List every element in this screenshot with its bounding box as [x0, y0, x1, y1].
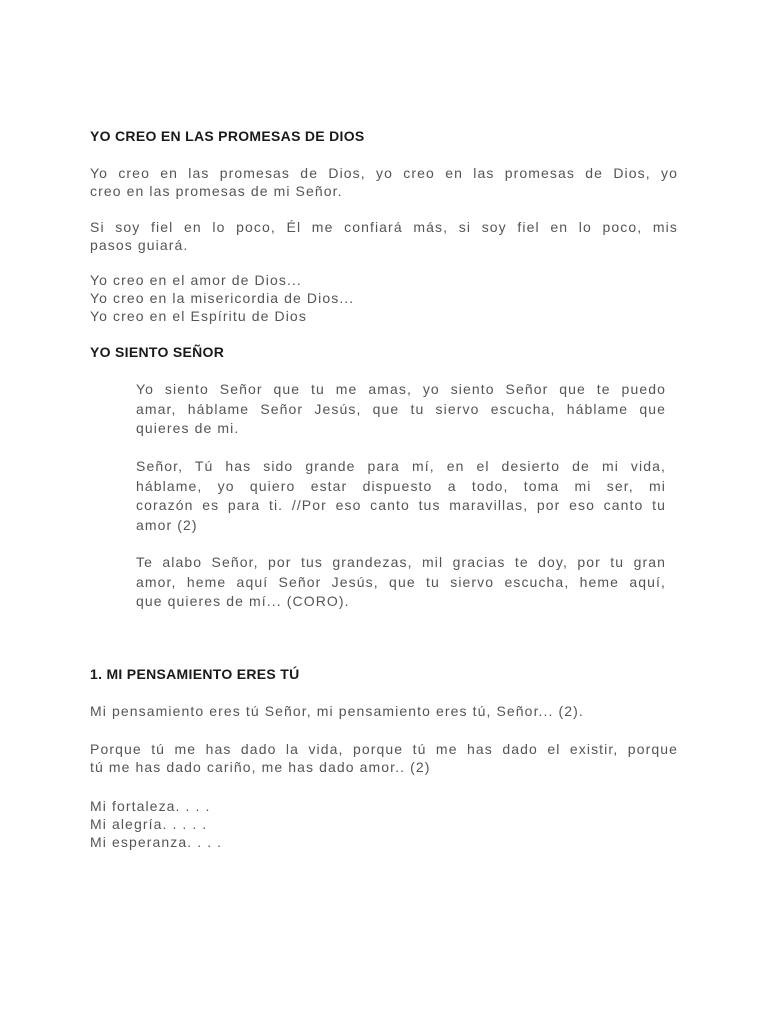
text-line: amor, heme aquí Señor Jesús, que tu siervo escucha, heme aquí,: [136, 573, 666, 590]
song-title-mi-pensamiento: 1. MI PENSAMIENTO ERES TÚ: [90, 666, 300, 682]
text-line: Si soy fiel en lo poco, Él me confiará más, si soy fiel en lo poco, mis: [90, 219, 678, 235]
paragraph-yo-creo-list: [90, 271, 678, 325]
text-line: Yo creo en las promesas de Dios, yo creo en las promesas de Dios, yo: [90, 165, 678, 181]
text-line: Yo creo en el Espíritu de Dios: [90, 308, 307, 324]
text-line: Yo siento Señor que tu me amas, yo siento Señor que te puedo: [136, 381, 666, 397]
paragraph-siento-3: [136, 553, 666, 612]
paragraph-mi-list: [90, 797, 678, 851]
text-line: Yo creo en la misericordia de Dios...: [90, 290, 355, 306]
text-line: corazón es para ti. //Por eso canto tus maravillas, por eso canto tu: [136, 497, 666, 513]
song-title-yo-siento: YO SIENTO SEÑOR: [90, 344, 225, 360]
text-line: Mi esperanza. . . .: [90, 834, 223, 850]
text-line: amor (2): [136, 516, 198, 533]
paragraph-siento-2: [136, 457, 666, 535]
text-line: amar, háblame Señor Jesús, que tu siervo escucha, háblame que: [136, 400, 666, 417]
song-title-yo-creo: YO CREO EN LAS PROMESAS DE DIOS: [90, 128, 365, 144]
paragraph-fiel: [90, 218, 678, 254]
text-line: Señor, Tú has sido grande para mí, en el desierto de mi vida,: [136, 458, 666, 474]
text-line: que quieres de mí... (CORO).: [136, 593, 350, 609]
text-line: háblame, yo quiero estar dispuesto a todo, toma mi ser, mi: [136, 477, 666, 494]
paragraph-pensamiento-2: [90, 740, 678, 776]
text-line: Mi alegría. . . . .: [90, 816, 208, 832]
text-line: tú me has dado cariño, me has dado amor.. (2): [90, 759, 431, 775]
text-line: Porque tú me has dado la vida, porque tú me has dado el existir, porque: [90, 741, 678, 757]
text-line: Te alabo Señor, por tus grandezas, mil gracias te doy, por tu gran: [136, 554, 666, 570]
text-line: Mi fortaleza. . . .: [90, 798, 211, 814]
text-line: Yo creo en el amor de Dios...: [90, 272, 302, 288]
paragraph-siento-1: [136, 380, 666, 439]
text-line: Mi pensamiento eres tú Señor, mi pensamiento eres tú, Señor... (2).: [90, 703, 584, 719]
text-line: creo en las promesas de mi Señor.: [90, 183, 343, 199]
text-line: quieres de mi.: [136, 420, 240, 436]
paragraph-promesas: [90, 164, 678, 200]
text-line: pasos guiará.: [90, 237, 189, 253]
paragraph-pensamiento-1: [90, 702, 678, 720]
